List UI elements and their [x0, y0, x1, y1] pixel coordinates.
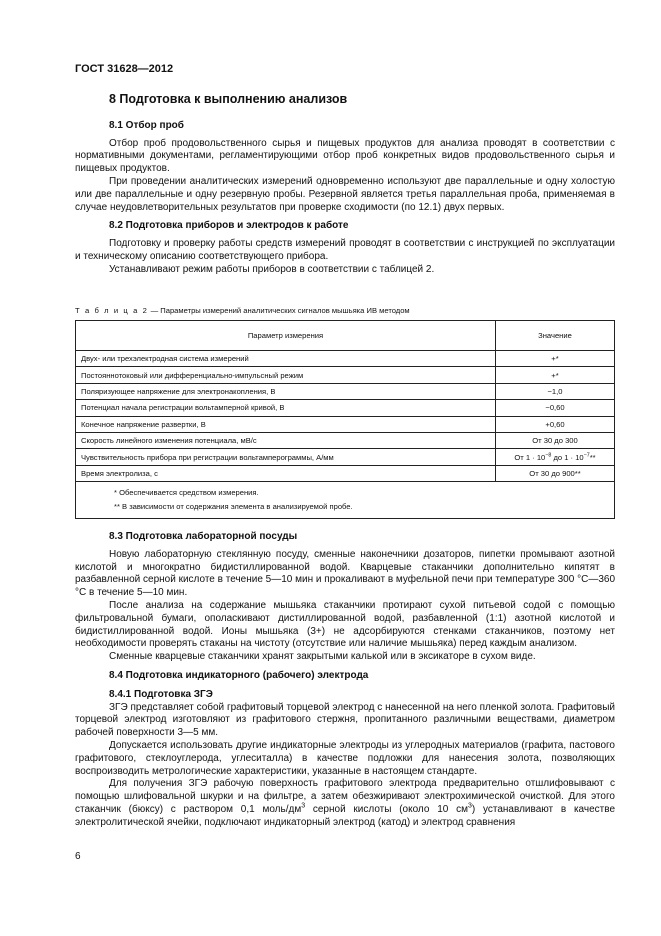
paragraph-8-1-b: При проведении аналитических измерений одновременно используют две параллельные и одну холостую или две параллельные и одну резервную пробы. Резервной является третья параллельная проба, применяемая в случае неудовлетворительных результатов при проверке сходимости (по 12.1) двух первых.	[75, 175, 615, 213]
table-cell-value: −0,60	[496, 400, 615, 416]
table-2-caption-text: — Параметры измерений аналитических сигналов мышьяка ИВ методом	[148, 306, 410, 315]
table-cell-param: Чувствительность прибора при регистрации вольтамперограммы, А/мм	[76, 449, 496, 465]
section-8-1-title: 8.1 Отбор проб	[109, 119, 184, 131]
table-cell-value: +*	[496, 351, 615, 367]
table-footnote-2: ** В зависимости от содержания элемента в анализируемой пробе.	[114, 502, 353, 512]
table-row	[76, 351, 615, 367]
value-exponent-2: −7	[583, 452, 590, 458]
table-cell-value: От 30 до 900**	[496, 465, 615, 481]
table-row	[76, 449, 615, 465]
table-cell-param: Конечное напряжение развертки, В	[76, 416, 496, 432]
superscript-2: 3	[467, 802, 472, 810]
table-header-value: Значение	[496, 321, 615, 351]
paragraph-8-3-c: Сменные кварцевые стаканчики хранят закрытыми калькой или в эксикаторе в сухом виде.	[109, 651, 536, 663]
standard-id: ГОСТ 31628—2012	[75, 63, 174, 75]
paragraph-8-4-1-b: Допускается использовать другие индикаторные электроды из углеродных материалов (графита, пастового графитового, стеклоуглерода, углеситалла) в качестве подложки для нанесения золота, позволяющих воспроизводить метрологические характеристики, указанные в настоящем стандарте.	[75, 739, 615, 777]
table-cell-param: Постояннотоковый или дифференциально-импульсный режим	[76, 367, 496, 383]
table-row	[76, 367, 615, 383]
value-part-a: От 1 · 10	[514, 452, 546, 462]
paragraph-8-3-b: После анализа на содержание мышьяка стаканчики протирают сухой питьевой содой с помощью фильтровальной бумаги, ополаскивают дистиллированной водой, разбавленной (1:1) азотной кислотой и бидистиллированной водой. Ионы мышьяка (3+) не адсорбируются стенками стаканчиков, поэтому нет необходимости проверять стаканы на чистоту (отсутствие или наличие мышьяка) перед каждым анализом.	[75, 599, 615, 650]
table-cell-value: −1,0	[496, 383, 615, 399]
table-cell-param: Поляризующее напряжение для электронакопления, В	[76, 383, 496, 399]
table-row	[76, 465, 615, 481]
paragraph-part-c: ) устанавливают в качестве электролитической ячейки, подключают индикаторный электрод (катод) и электрод сравнения	[75, 803, 616, 828]
lower-text-block	[75, 531, 615, 830]
table-footnote-row	[76, 482, 615, 519]
paragraph-part-b: серной кислоты (около 10 см	[305, 803, 468, 815]
paragraph-8-2-a: Подготовку и проверку работы средств измерений проводят в соответствии с инструкцией по эксплуатации и техническому описанию соответствующего прибора.	[75, 238, 615, 262]
paragraph-8-3-a: Новую лабораторную стеклянную посуду, сменные наконечники дозаторов, пипетки промывают азотной кислотой и многократно бидистиллированной водой. Кварцевые стаканчики дополнительно кипятят в разбавленной серной кислоте в течение 5—10 мин и прокаливают в муфельной печи при температуре 300 °С—360 °С в течение 5—10 мин.	[75, 548, 615, 599]
section-8-2-title: 8.2 Подготовка приборов и электродов к работе	[109, 220, 349, 232]
table-2-caption	[75, 306, 615, 315]
table-cell-value: +*	[496, 367, 615, 383]
table-2	[75, 320, 615, 519]
value-exponent-1: −8	[545, 452, 552, 458]
table-cell-param: Потенциал начала регистрации вольтамперной кривой, В	[76, 400, 496, 416]
table-cell-param: Двух- или трехэлектродная система измерений	[76, 351, 496, 367]
table-2-caption-label: Т а б л и ц а 2	[75, 306, 149, 315]
section-8-3-title: 8.3 Подготовка лабораторной посуды	[109, 531, 298, 542]
table-footnote-1: * Обеспечивается средством измерения.	[114, 488, 259, 498]
table-cell-value: От 30 до 300	[496, 432, 615, 448]
paragraph-8-4-1-c	[75, 778, 615, 829]
paragraph-8-4-1-a: ЗГЭ представляет собой графитовый торцевой электрод с нанесенной на него пленкой золота. Графитовый торцевой электрод изготовляют из графитового стержня, пропитанного различными веществами, диаметром рабочей поверхности 3—5 мм.	[75, 701, 615, 739]
paragraph-8-1-a: Отбор проб продовольственного сырья и пищевых продуктов для анализа проводят в соответствии с нормативными документами, регламентирующими отбор проб конкретных видов продовольственного сырья и пищевых продуктов.	[75, 137, 615, 175]
paragraph-part-a: Для получения ЗГЭ рабочую поверхность графитового электрода предварительно отшлифовывают с помощью шлифовальной шкурки и на фильтре, а затем обезжиривают электрохимической очисткой. Для этого стаканчик (бюксу) с раствором 0,1 моль/дм	[75, 778, 615, 815]
upper-text-block	[75, 93, 615, 277]
table-row	[76, 400, 615, 416]
section-8-4-title: 8.4 Подготовка индикаторного (рабочего) электрода	[109, 669, 369, 681]
value-part-c: **	[589, 452, 596, 462]
table-header-param: Параметр измерения	[76, 321, 496, 351]
section-8-4-1-title: 8.4.1 Подготовка ЗГЭ	[109, 688, 213, 700]
table-row	[76, 432, 615, 448]
section-8-title: 8 Подготовка к выполнению анализов	[109, 92, 348, 106]
table-header-row	[76, 321, 615, 351]
page-number: 6	[75, 851, 81, 862]
paragraph-8-2-b: Устанавливают режим работы приборов в соответствии с таблицей 2.	[109, 263, 435, 275]
table-cell-value	[496, 449, 615, 465]
value-part-b: до 1 · 10	[551, 452, 584, 462]
table-footnotes	[76, 482, 615, 519]
table-row	[76, 416, 615, 432]
table-cell-value: +0,60	[496, 416, 615, 432]
table-cell-param: Скорость линейного изменения потенциала, мВ/с	[76, 432, 496, 448]
table-row	[76, 383, 615, 399]
table-cell-param: Время электролиза, с	[76, 465, 496, 481]
superscript-1: 3	[301, 802, 306, 810]
